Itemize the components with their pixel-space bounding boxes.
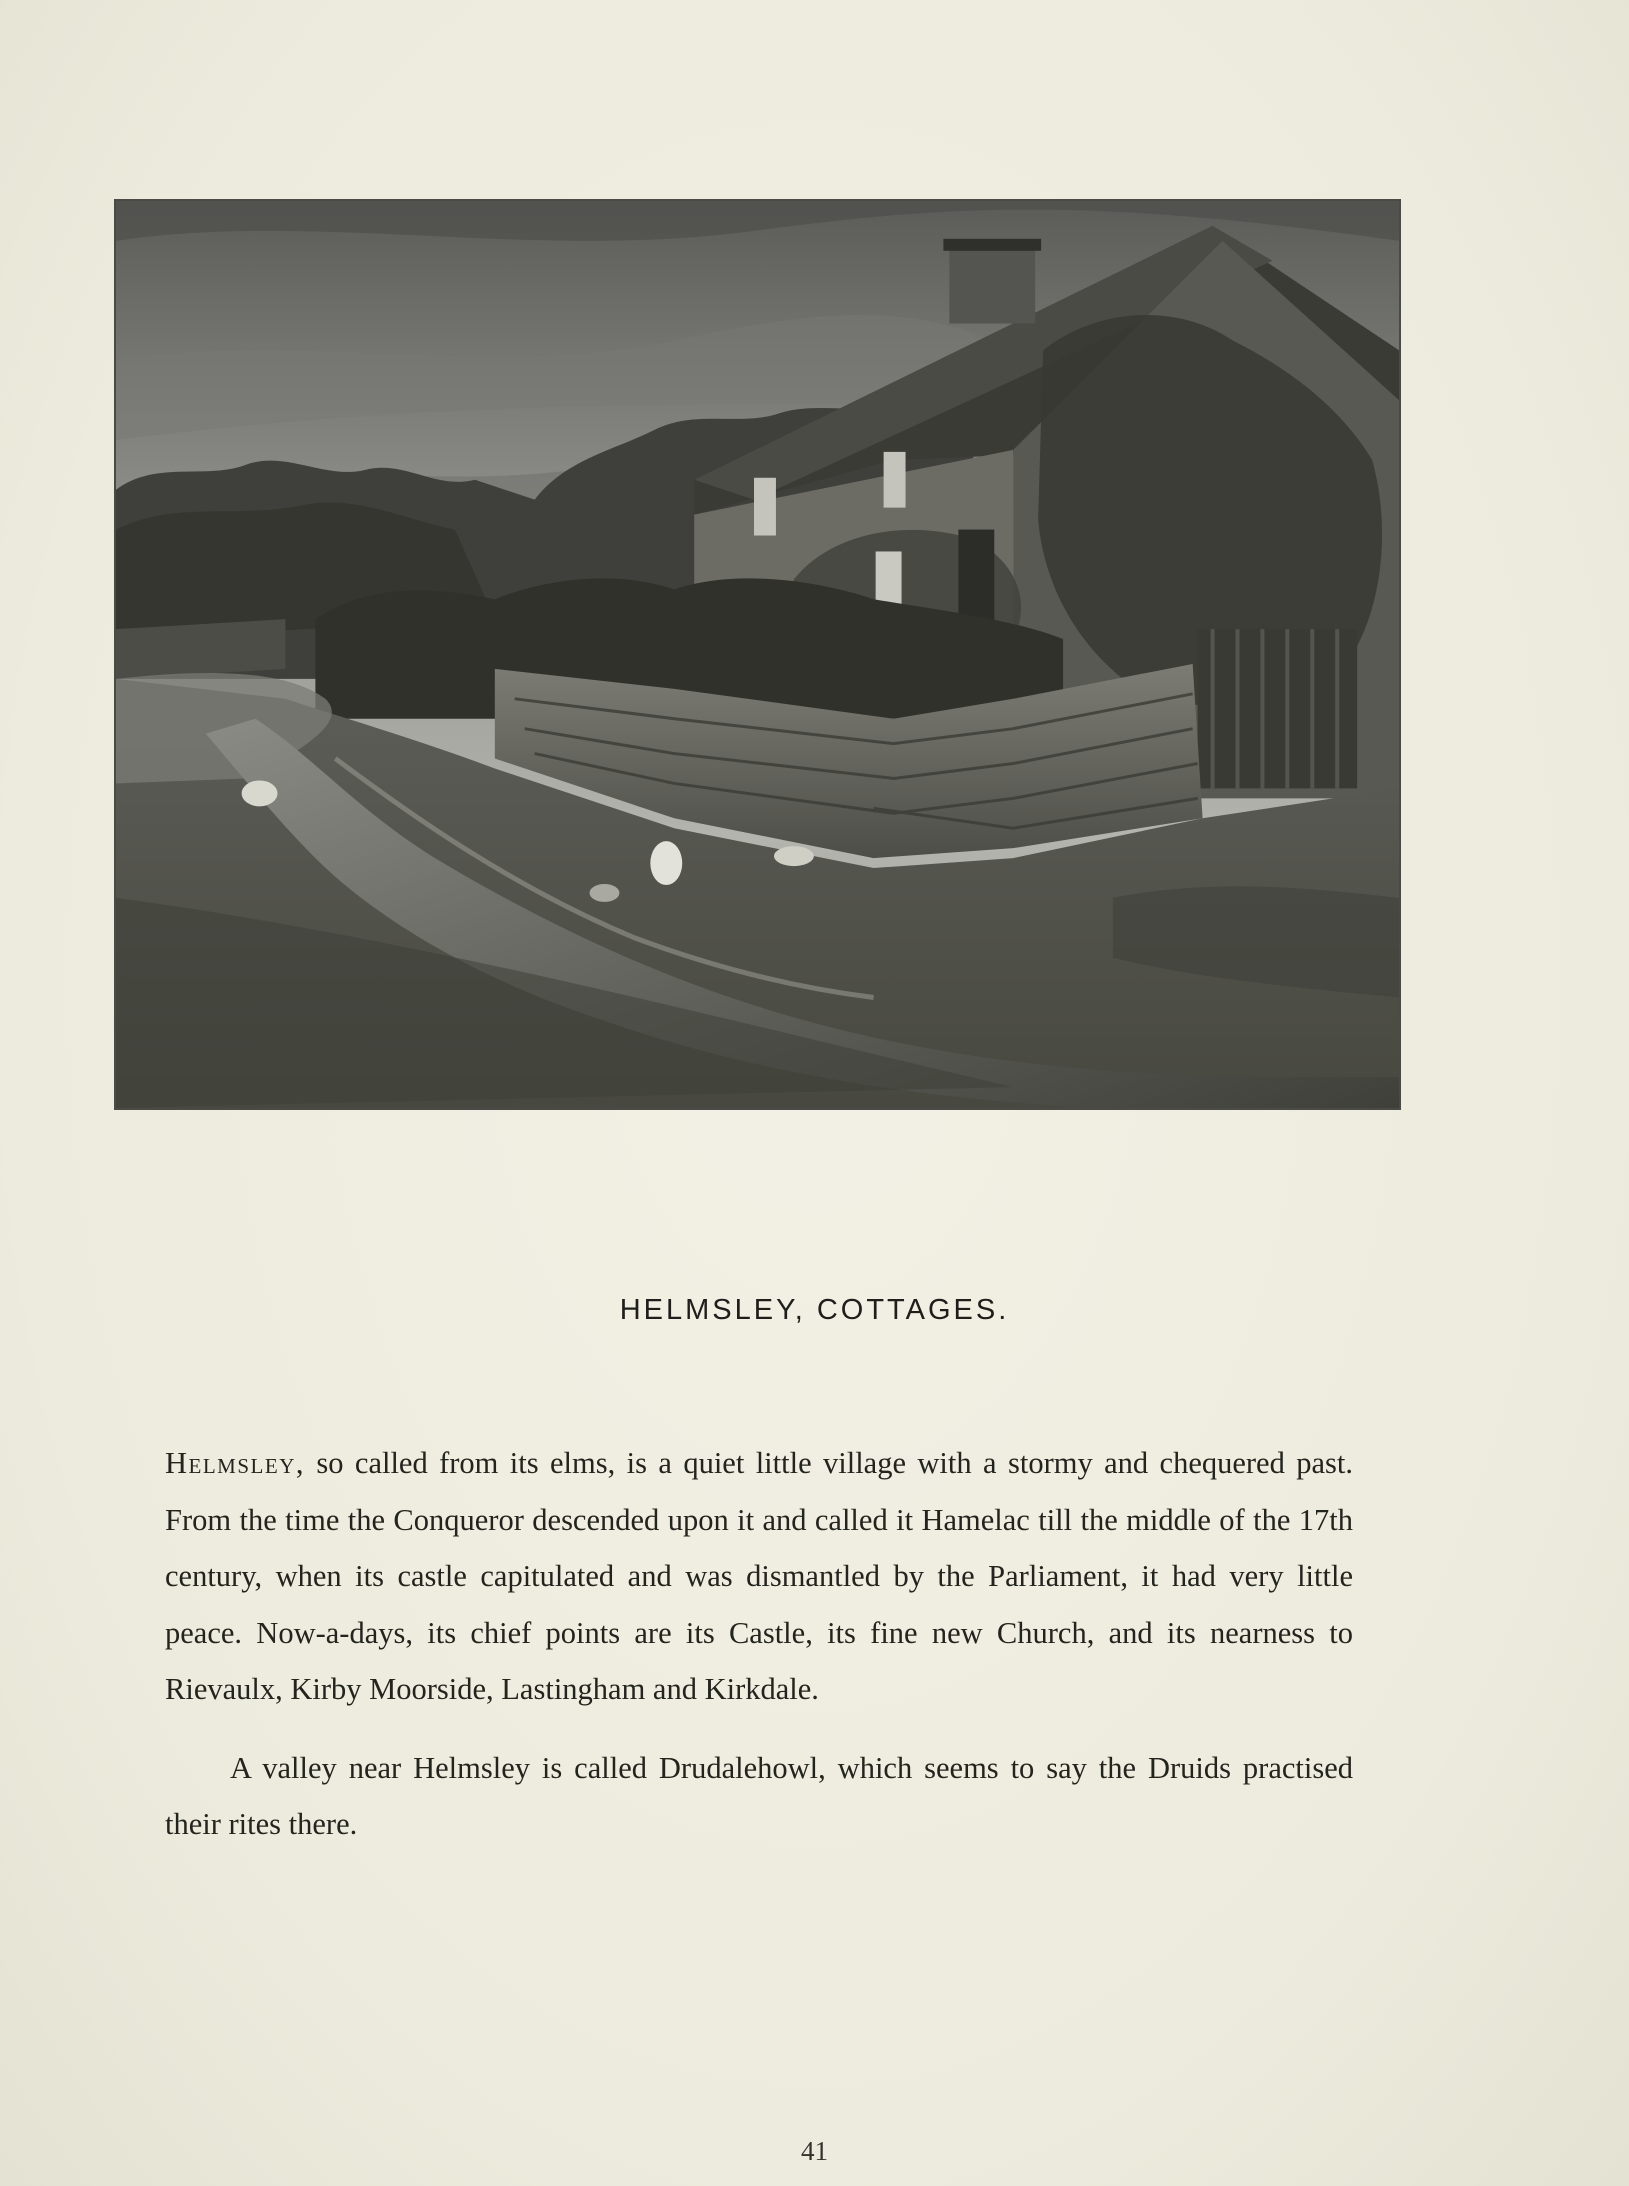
paragraph-2: A valley near Helmsley is called Drudalehowl, which seems to say the Druids practised their rites there. xyxy=(165,1750,1353,1841)
photograph-plate xyxy=(114,199,1401,1110)
plate-caption: HELMSLEY, COTTAGES. xyxy=(619,1294,1010,1326)
lead-word: Helmsley, xyxy=(165,1446,305,1480)
body-text xyxy=(165,1435,1353,1853)
paragraph-1-text: so called from its elms, is a quiet little village with a stormy and chequered past. From the time the Conqueror descended upon it and called it Hamelac till the middle of the 17th century, when its castle capitulated and was dismantled by the Parliament, it had very little peace. Now-a-days, its chief points are its Castle, its fine new Church, and its nearness to Rievaulx, Kirby Moorside, Lastingham and Kirkdale. xyxy=(165,1446,1353,1706)
paragraph-1 xyxy=(165,1435,1353,1718)
page-number: 41 xyxy=(801,2136,828,2166)
cottage-photograph xyxy=(116,201,1399,1108)
